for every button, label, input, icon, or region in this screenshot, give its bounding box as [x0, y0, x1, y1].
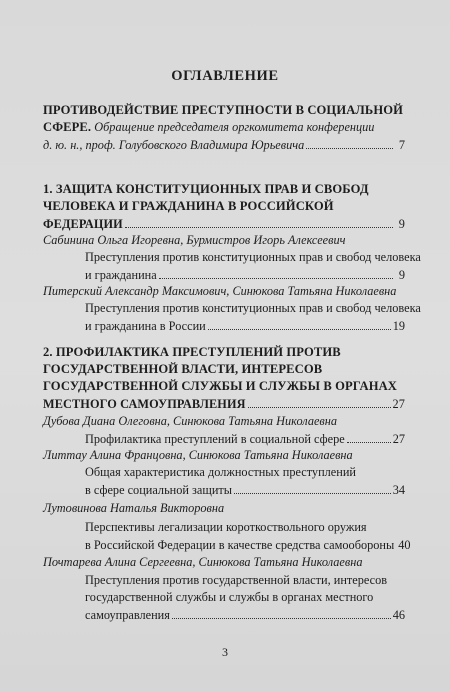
entry-title-line1: Профилактика преступлений в социальной сфере: [85, 432, 345, 446]
toc-entry-s1-e1[interactable]: [85, 267, 405, 283]
dot-leader: [234, 482, 391, 494]
entry-authors: Питерский Александр Максимович, Синюкова Татьяна Николаевна: [43, 284, 397, 298]
section2-heading-line3: ГОСУДАРСТВЕННОЙ СЛУЖБЫ И СЛУЖБЫ В ОРГАНАХ: [43, 379, 397, 393]
dot-leader: [347, 431, 391, 443]
entry-title-line3: самоуправления: [85, 608, 170, 622]
entry-authors: Литтау Алина Францовна, Синюкова Татьяна Николаевна: [43, 448, 353, 462]
page-ref: 40: [398, 538, 411, 552]
entry-title-line1: Преступления против конституционных прав и свобод человека: [85, 301, 421, 315]
entry-authors: Лутовинова Наталья Викторовна: [43, 501, 225, 515]
page-ref: 9: [398, 268, 405, 282]
section2-heading-line4: МЕСТНОГО САМОУПРАВЛЕНИЯ: [43, 397, 246, 411]
page-ref: 27: [392, 397, 405, 411]
section1-heading-line2: ЧЕЛОВЕКА И ГРАЖДАНИНА В РОССИЙСКОЙ: [43, 199, 334, 213]
dot-leader: [208, 318, 391, 330]
dot-leader: [172, 607, 391, 619]
section1-heading-line3: ФЕДЕРАЦИИ: [43, 217, 123, 231]
page-ref: 34: [392, 483, 405, 497]
toc-entry-s2-e2[interactable]: [85, 482, 405, 498]
toc-title: ОГЛАВЛЕНИЕ: [171, 68, 279, 84]
intro-heading-sphere: СФЕРЕ.: [43, 120, 92, 134]
toc-entry-section1[interactable]: [43, 216, 405, 232]
dot-leader: [125, 216, 393, 228]
entry-title-line2: в Российской Федерации в качестве средства самообороны: [85, 538, 395, 552]
page-ref: 46: [392, 608, 405, 622]
dot-leader: [159, 267, 393, 279]
entry-title-line1: Перспективы легализации короткоствольного оружия: [85, 520, 367, 534]
entry-title-line1: Преступления против государственной власти, интересов: [85, 573, 388, 587]
section2-heading-line1: 2. ПРОФИЛАКТИКА ПРЕСТУПЛЕНИЙ ПРОТИВ: [43, 345, 341, 359]
entry-title-line2: государственной службы и службы в органах местного: [85, 590, 374, 604]
page-number: 3: [222, 645, 228, 659]
toc-entry-s2-e3[interactable]: [85, 537, 411, 553]
entry-title-line2: и гражданина: [85, 268, 157, 282]
intro-subtitle: Обращение председателя оргкомитета конференции: [91, 120, 375, 134]
entry-title-line2: и гражданина в России: [85, 319, 206, 333]
dot-leader: [306, 137, 393, 149]
toc-entry-s1-e2[interactable]: [85, 318, 405, 334]
entry-authors: Почтарева Алина Сергеевна, Синюкова Татьяна Николаевна: [43, 555, 363, 569]
section2-heading-line2: ГОСУДАРСТВЕННОЙ ВЛАСТИ, ИНТЕРЕСОВ: [43, 362, 323, 376]
toc-entry-s2-e4[interactable]: [85, 607, 405, 623]
entry-title-line2: в сфере социальной защиты: [85, 483, 233, 497]
section1-heading-line1: 1. ЗАЩИТА КОНСТИТУЦИОННЫХ ПРАВ И СВОБОД: [43, 182, 369, 196]
entry-authors: Сабинина Ольга Игоревна, Бурмистров Игорь Алексеевич: [43, 233, 346, 247]
page-ref: 9: [398, 217, 405, 231]
toc-entry-section2[interactable]: [43, 396, 405, 412]
entry-title-line1: Общая характеристика должностных преступлений: [85, 465, 356, 479]
entry-title-line1: Преступления против конституционных прав и свобод человека: [85, 250, 421, 264]
page-ref: 7: [398, 138, 405, 152]
dot-leader: [248, 396, 391, 408]
toc-entry-intro[interactable]: [43, 137, 405, 153]
intro-heading-line1: ПРОТИВОДЕЙСТВИЕ ПРЕСТУПНОСТИ В СОЦИАЛЬНОЙ: [43, 103, 404, 117]
intro-author: д. ю. н., проф. Голубовского Владимира Юрьевича: [43, 138, 305, 152]
intro-heading-line2: [43, 120, 374, 135]
page-ref: 27: [392, 432, 405, 446]
page-ref: 19: [392, 319, 405, 333]
toc-entry-s2-e1[interactable]: [85, 431, 405, 447]
entry-authors: Дубова Диана Олеговна, Синюкова Татьяна Николаевна: [43, 414, 338, 428]
